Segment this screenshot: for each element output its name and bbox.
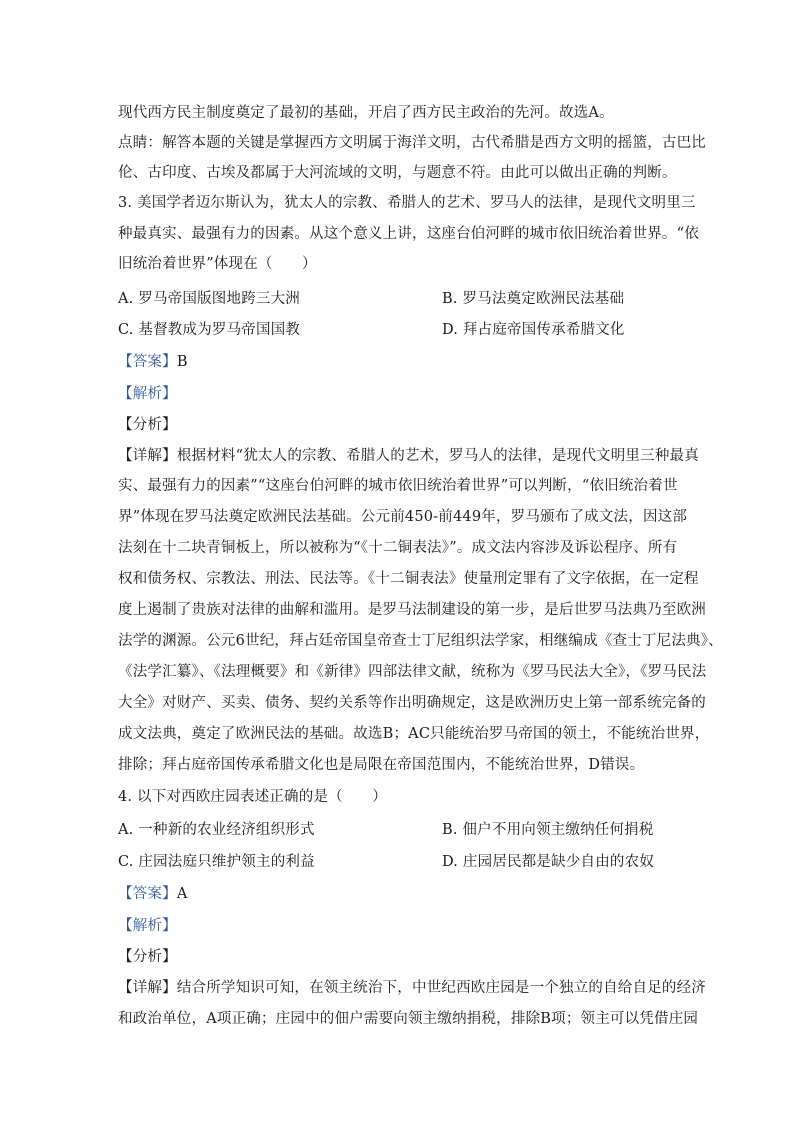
q3-detail-line-6: 度上遏制了贵族对法律的曲解和滥用。是罗马法制建设的第一步，是后世罗马法典乃至欧洲 [118,602,706,618]
q4-analysis-tag: 【解析】 [118,918,177,934]
answer-tag: 【答案】 [118,886,177,902]
intro-line-2: 点睛：解答本题的关键是掌握西方文明属于海洋文明，古代希腊是西方文明的摇篮，古巴比 [118,135,706,151]
q4-option-a: A. 一种新的农业经济组织形式 [118,822,315,838]
q3-detail-line-3: 界”体现在罗马法奠定欧洲民法基础。公元前450-前449年，罗马颁布了成文法，因这部 [118,509,688,525]
q3-detail-line-11: 排除；拜占庭帝国传承希腊文化也是局限在帝国范围内，不能统治世界，D错误。 [118,757,645,773]
q3-fenxi-tag: 【分析】 [118,417,177,433]
q4-stem: 4. 以下对西欧庄园表述正确的是（ ） [118,789,387,805]
q4-detail-line-2: 和政治单位，A项正确；庄园中的佃户需要向领主缴纳捐税，排除B项；领主可以凭借庄园 [118,1011,699,1027]
q4-answer-line [118,884,187,904]
intro-line-1: 现代西方民主制度奠定了最初的基础，开启了西方民主政治的先河。故选A。 [118,105,614,121]
q3-detail-line-5: 权和债务权、宗教法、刑法、民法等。《十二铜表法》使量刑定罪有了文字依据，在一定程 [118,571,699,587]
q3-option-c: C. 基督教成为罗马帝国国教 [118,322,301,338]
q3-detail-line-7: 法学的渊源。公元6世纪，拜占廷帝国皇帝查士丁尼组织法学家，相继编成《查士丁尼法典》、 [118,633,723,649]
q4-answer-value: A [176,886,188,902]
detail-tag: 【详解】 [118,980,177,996]
q3-option-b: B. 罗马法奠定欧洲民法基础 [442,291,625,307]
q3-detail-line-2: 实、最强有力的因素”“这座台伯河畔的城市依旧统治着世界”可以判断，“依旧统治着世 [118,478,678,494]
q3-analysis-tag: 【解析】 [118,386,177,402]
q3-detail-line-10: 成文法典，奠定了欧洲民法的基础。故选B；AC只能统治罗马帝国的领土，不能统治世界， [118,726,710,742]
q4-option-c: C. 庄园法庭只维护领主的利益 [118,854,315,870]
q4-fenxi-tag: 【分析】 [118,949,177,965]
q3-option-d: D. 拜占庭帝国传承希腊文化 [442,322,625,338]
q4-detail-line-1 [118,978,706,998]
q3-option-a: A. 罗马帝国版图地跨三大洲 [118,291,300,307]
q3-answer-line [118,352,188,372]
q4-option-d: D. 庄园居民都是缺少自由的农奴 [442,854,655,870]
q3-stem-line-1: 3. 美国学者迈尔斯认为，犹太人的宗教、希腊人的艺术、罗马人的法律，是现代文明里三 [118,195,696,211]
detail-tag: 【详解】 [118,448,177,464]
q3-detail-line-9: 大全》对财产、买卖、债务、契约关系等作出明确规定，这是欧洲历史上第一部系统完备的 [118,695,706,711]
intro-line-3: 伦、古印度、古埃及都属于大河流域的文明，与题意不符。由此可以做出正确的判断。 [118,165,677,181]
q4-detail-text-1: 结合所学知识可知，在领主统治下，中世纪西欧庄园是一个独立的自给自足的经济 [176,980,707,996]
q3-stem-line-2: 种最真实、最强有力的因素。从这个意义上讲，这座台伯河畔的城市依旧统治着世界。“依 [118,226,699,242]
q3-stem-line-3: 旧统治着世界”体现在（ ） [118,256,317,272]
q4-option-b: B. 佃户不用向领主缴纳任何捐税 [442,822,654,838]
q3-detail-text-1: 根据材料“犹太人的宗教、希腊人的艺术，罗马人的法律，是现代文明里三种最真 [176,448,699,464]
q3-detail-line-4: 法刻在十二块青铜板上，所以被称为“《十二铜表法》”。成文法内容涉及诉讼程序、所有 [118,540,678,556]
q3-answer-value: B [176,354,188,370]
q3-detail-line-1 [118,446,699,466]
q3-detail-line-8: 《法学汇纂》、《法理概要》和《新律》四部法律文献，统称为《罗马民法大全》，《罗马民法 [118,664,707,680]
answer-tag: 【答案】 [118,354,177,370]
